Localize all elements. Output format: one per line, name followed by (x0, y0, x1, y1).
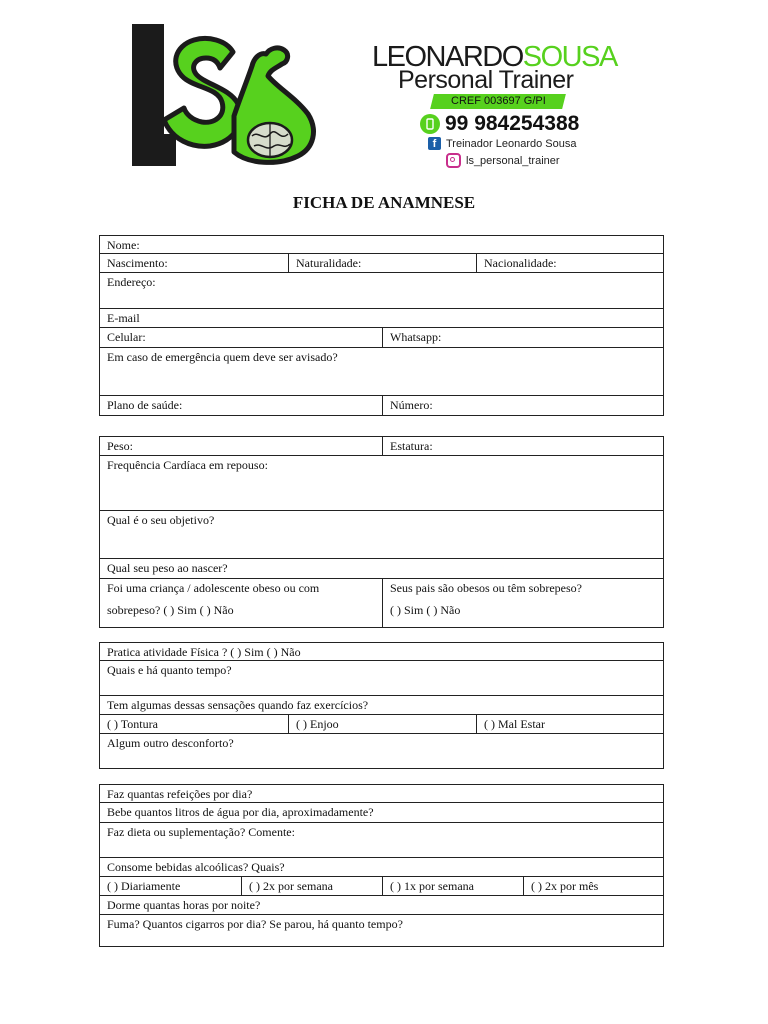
instagram-handle: ls_personal_trainer (466, 154, 560, 167)
obesidade-infancia-options[interactable]: sobrepeso? ( ) Sim ( ) Não (107, 603, 234, 617)
field-quais-tempo[interactable]: Quais e há quanto tempo? (107, 663, 232, 677)
personal-info-table (99, 235, 664, 416)
phone-number: 99 984254388 (445, 112, 580, 135)
instagram-icon (446, 153, 461, 168)
field-obesidade-pais[interactable] (382, 579, 663, 627)
field-fuma[interactable]: Fuma? Quantos cigarros por dia? Se parou, há quanto tempo? (107, 917, 403, 931)
field-celular[interactable]: Celular: (107, 330, 146, 344)
obesidade-pais-options[interactable]: ( ) Sim ( ) Não (390, 603, 461, 617)
facebook-icon: f (428, 137, 441, 150)
field-desconforto[interactable]: Algum outro desconforto? (107, 736, 234, 750)
field-obesidade-infancia[interactable] (100, 579, 382, 627)
field-nacionalidade[interactable]: Nacionalidade: (476, 254, 663, 272)
field-sensacoes: Tem algumas dessas sensações quando faz exercícios? (107, 698, 369, 712)
field-frequencia-cardiaca[interactable]: Frequência Cardíaca em repouso: (107, 458, 268, 472)
field-numero[interactable]: Número: (382, 396, 663, 415)
habits-table (99, 784, 664, 947)
phone-row (420, 112, 579, 136)
row-endereco (99, 273, 664, 309)
field-emergencia[interactable]: Em caso de emergência quem deve ser avisado? (107, 350, 338, 364)
row-agua (99, 803, 664, 823)
whatsapp-icon (420, 114, 440, 134)
field-sono[interactable]: Dorme quantas horas por noite? (107, 898, 261, 912)
row-emergencia (99, 348, 664, 396)
field-endereco[interactable]: Endereço: (107, 275, 156, 289)
page-title: FICHA DE ANAMNESE (292, 193, 476, 212)
field-alcool[interactable]: Consome bebidas alcoólicas? Quais? (107, 860, 285, 874)
option-2x-semana[interactable]: ( ) 2x por semana (241, 877, 382, 895)
option-2x-mes[interactable]: ( ) 2x por mês (523, 877, 663, 895)
brand-block (372, 41, 632, 167)
ls-logo (118, 18, 328, 178)
field-peso-nascer[interactable]: Qual seu peso ao nascer? (107, 561, 228, 575)
row-sensacoes (99, 696, 664, 715)
option-diariamente[interactable]: ( ) Diariamente (107, 879, 181, 893)
row-obesidade (99, 579, 664, 628)
option-mal-estar[interactable]: ( ) Mal Estar (476, 715, 663, 733)
row-sono (99, 896, 664, 915)
obesidade-infancia-question: Foi uma criança / adolescente obeso ou com (107, 581, 320, 595)
facebook-handle: Treinador Leonardo Sousa (446, 137, 577, 150)
row-peso (99, 436, 664, 456)
field-email[interactable]: E-mail (107, 311, 140, 325)
option-enjoo[interactable]: ( ) Enjoo (288, 715, 476, 733)
field-plano-saude[interactable]: Plano de saúde: (107, 398, 183, 412)
field-peso[interactable]: Peso: (107, 439, 134, 453)
row-peso-nascer (99, 559, 664, 579)
brand-first-name: LEONARDO (372, 41, 523, 73)
field-naturalidade[interactable]: Naturalidade: (288, 254, 476, 272)
row-sensacoes-opcoes (99, 715, 664, 734)
row-refeicoes (99, 784, 664, 803)
cref-badge (430, 94, 566, 109)
option-1x-semana[interactable]: ( ) 1x por semana (382, 877, 523, 895)
field-atividade-fisica[interactable]: Pratica atividade Física ? ( ) Sim ( ) Não (107, 645, 301, 659)
row-nascimento (99, 254, 664, 273)
row-objetivo (99, 511, 664, 559)
row-dieta (99, 823, 664, 858)
field-nome[interactable]: Nome: (107, 238, 140, 252)
field-whatsapp[interactable]: Whatsapp: (382, 328, 663, 347)
instagram-row (446, 153, 560, 168)
logo-letters: LS (118, 18, 120, 19)
option-tontura[interactable]: ( ) Tontura (107, 717, 158, 731)
row-fuma (99, 915, 664, 947)
obesidade-pais-question: Seus pais são obesos ou têm sobrepeso? (390, 581, 582, 595)
row-nome (99, 235, 664, 254)
field-dieta[interactable]: Faz dieta ou suplementação? Comente: (107, 825, 295, 839)
brand-last-name: SOUSA (522, 41, 617, 73)
row-alcool (99, 858, 664, 877)
row-atividade (99, 642, 664, 661)
row-desconforto (99, 734, 664, 769)
field-agua[interactable]: Bebe quantos litros de água por dia, aproximadamente? (107, 805, 374, 819)
field-nascimento[interactable]: Nascimento: (107, 256, 168, 270)
row-frequencia (99, 456, 664, 511)
facebook-row (428, 137, 576, 150)
row-alcool-frequencia (99, 877, 664, 896)
activity-table (99, 642, 664, 769)
physical-info-table (99, 436, 664, 628)
brand-subtitle: Personal Trainer (398, 66, 574, 94)
row-celular (99, 328, 664, 348)
row-email (99, 309, 664, 328)
row-quais (99, 661, 664, 696)
field-estatura[interactable]: Estatura: (382, 437, 663, 455)
cref-text: CREF 003697 G/PI (450, 95, 546, 107)
field-refeicoes[interactable]: Faz quantas refeições por dia? (107, 787, 253, 801)
row-plano (99, 396, 664, 416)
field-objetivo[interactable]: Qual é o seu objetivo? (107, 513, 215, 527)
